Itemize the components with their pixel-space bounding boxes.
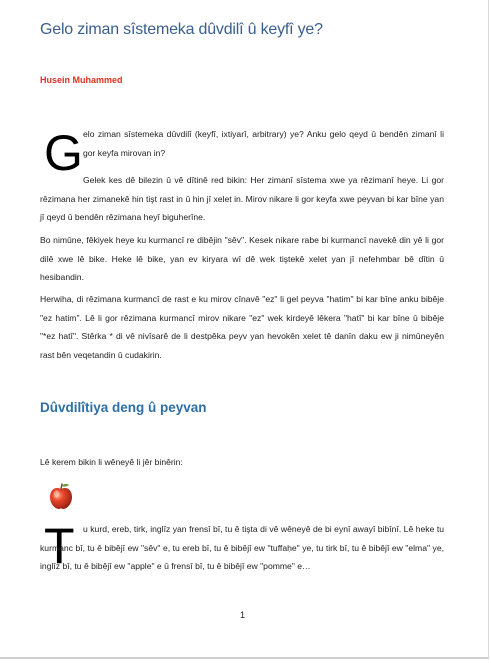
section-heading: Dûvdilîtiya deng û peyvan	[40, 400, 207, 415]
dropcap-letter: G	[44, 125, 83, 181]
paragraph-6: u kurd, ereb, tirk, inglîz yan frensî bî, tu ê tişta di vê wêneyê de bi eynî awayî bibînî. Lê heke tu kurmanc bî, tu ê bibêjî ew "sêv" e, tu ereb bî, tu ê bibêjî ew "tuffaḥe" ye, tu tirk bî, tu ê bibêjî ew "elma" ye, inglîz bî, tu ê bibêjî ew "apple" e û frensî bî, tu ê bibêjî ew "pomme" e…	[40, 524, 444, 571]
paragraph-5: Lê kerem bikin li wêneyê li jêr binêrin:	[40, 457, 183, 467]
page-title: Gelo ziman sîstemeka dûvdilî û keyfî ye?	[40, 21, 323, 38]
paragraph-3: Bo nimûne, fêkiyek heye ku kurmancî re dibêjin "sêv". Kesek nikare rabe bi kurmancî navekê din yê li gor dilê xwe lê bike. Heke lê bike, yan ev kiryara wî dê wek tiştekê xelet yan jî nefehmbar bê dîtin û hesibandin.	[40, 235, 444, 282]
paragraph-2: Gelek kes dê bilezin û vê dîtinê red bikin: Her zimanî sîstema xwe ya rêzimanî heye. Li gor rêzimana her zimanekê hin tişt rast in û hin jî xelet in. Mirov nikare li gor keyfa xwe peyvan bi kar bîne yan jî qeyd û bendên rêzimana heyî biguherîne.	[40, 175, 444, 222]
apple-icon	[48, 482, 74, 510]
dropcap-letter: T	[44, 518, 75, 574]
author-name: Husein Muhammed	[40, 75, 123, 85]
paragraph-4: Herwiha, di rêzimana kurmancî de rast e ku mirov cînavê "ez" li gel peyva "hatim" bi kar bîne anku bibêje "ez hatim". Lê li gor rêzimana kurmancî mirov nikare "ez" wek kirdeyê lêkera "hatî" bi kar bîne û bibêje "*ez hatî". Stêrka * di vê nivîsarê de li destpêka peyv yan hevokên xelet tê danîn daku ew ji nimûneyên rast bên veqetandin û cudakirin.	[40, 294, 444, 360]
paragraph-intro: elo ziman sîstemeka dûvdilî (keyfî, ixtiyarî, arbitrary) ye? Anku gelo qeyd û bendên zimanî li gor keyfa mirovan in?	[83, 129, 444, 158]
page-number: 1	[240, 610, 246, 620]
